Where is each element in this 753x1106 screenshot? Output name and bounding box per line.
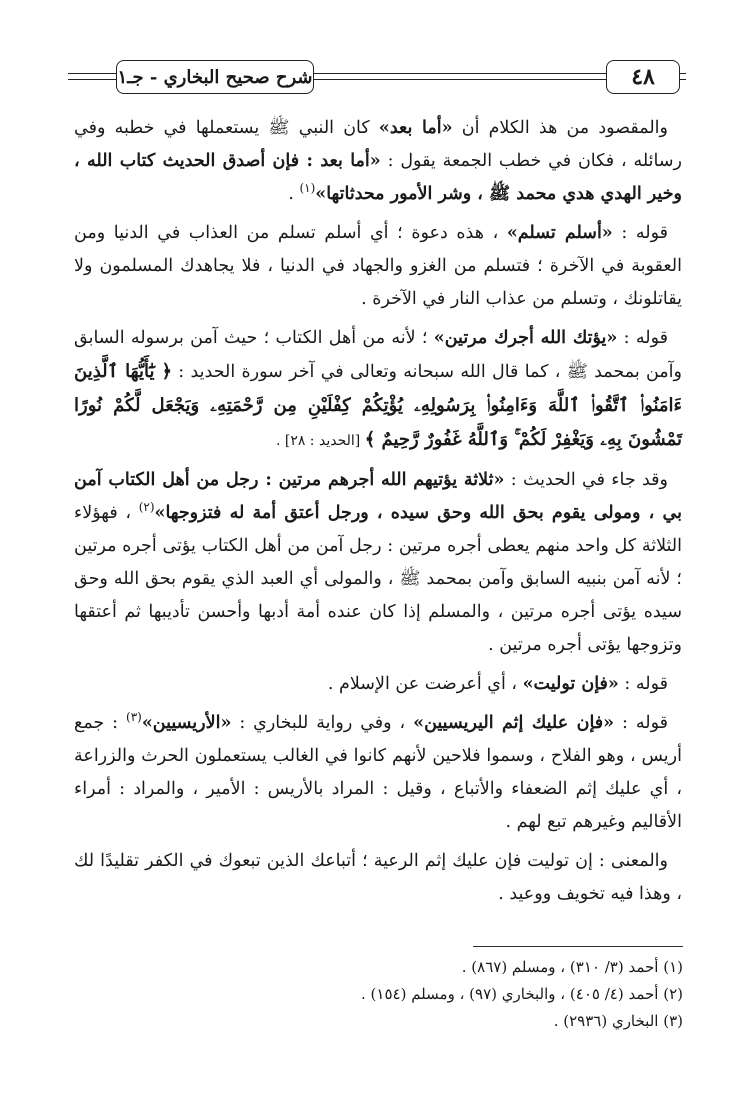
verse-reference: [الحديد : ٢٨] . — [275, 433, 365, 449]
text-segment: ؛ لأنه من أهل الكتاب ؛ حيث آمن برسوله السابق وآمن بمحمد ﷺ ، كما قال الله سبحانه وتعالى في آخر سورة الحديد : — [74, 328, 682, 382]
footnote-marker: (١) — [299, 181, 316, 196]
text-segment: والمقصود من هذ الكلام أن — [452, 118, 668, 138]
hadith-quote: «يؤتك الله أجرك مرتين» — [433, 328, 618, 348]
footnotes — [83, 954, 683, 1035]
text-segment: قوله : — [612, 223, 668, 243]
text-segment: ، فهؤلاء الثلاثة كل واحد منهم يعطى أجره مرتين : رجل آمن من أهل الكتاب يؤتى أجره مرتين ؛ لأنه آمن بنبيه السابق وآمن بمحمد ﷺ ، والمولى أي العبد الذي يقوم بحق الله وحق سيده يؤتى أجره مرتين ، والمسلم إذا كان عنده أمة أدبها وأحسن تأديبها ثم أعتقها وتزوجها يؤتى أجره مرتين . — [74, 503, 682, 655]
text-segment: كان النبي ﷺ يستعملها في خطبه وفي رسائله ، فكان في خطب الجمعة يقول : — [74, 118, 682, 171]
text-segment: ، وفي رواية للبخاري : — [231, 713, 414, 733]
page-header — [68, 60, 686, 94]
page-number: ٤٨ — [606, 60, 680, 94]
footnote-1: (١) أحمد (٣/ ٣١٠) ، ومسلم (٨٦٧) . — [461, 958, 683, 976]
text-segment: والمعنى : إن توليت فإن عليك إثم الرعية ؛ أتباعك الذين تبعوك في الكفر تقليدًا لك ، وهذا فيه تخويف ووعيد . — [74, 851, 682, 904]
hadith-quote: «أسلم تسلم» — [506, 223, 613, 243]
text-segment: قوله : — [618, 674, 668, 694]
hadith-quote: «ثلاثة يؤتيهم الله أجرهم مرتين : رجل من أهل الكتاب آمن بي ، ومولى يقوم بحق الله وحق سيده ، ورجل أعتق أمة له فتزوجها» — [74, 470, 682, 523]
quran-verse: ﴿ يَٰٓأَيُّهَا ٱلَّذِينَ ءَامَنُوا۟ ٱتَّقُوا۟ ٱللَّهَ وَءَامِنُوا۟ بِرَسُولِهِۦ يُؤْتِكُمْ كِفْلَيْنِ مِن رَّحْمَتِهِۦ وَيَجْعَل لَّكُمْ نُورًا تَمْشُونَ بِهِۦ وَيَغْفِرْ لَكُمْ ۚ وَٱللَّهُ غَفُورٌ رَّحِيمٌ ﴾ — [74, 361, 682, 450]
text-segment: ، هذه دعوة ؛ أي أسلم تسلم من العذاب في الدنيا ومن العقوبة في الآخرة ؛ فتسلم من الغزو والجهاد في الدنيا ، فلا يجاهدك المسلمون ولا يقاتلونك ، وتسلم من عذاب النار في الآخرة . — [74, 223, 682, 309]
text-segment: : جمع أريس ، وهو الفلاح ، وسموا فلاحين لأنهم كانوا في الغالب يستعملون الحرث والزراعة ، أي عليك إثم الضعفاء والأتباع ، وقيل : المراد بالأريس : الأمير ، والمراد : أمراء الأقاليم وغيرهم تبع لهم . — [74, 713, 682, 832]
paragraph-p2 — [74, 217, 682, 316]
text-segment: وقد جاء في الحديث : — [504, 470, 668, 490]
paragraph-p4 — [74, 464, 682, 662]
paragraph-p7 — [74, 845, 682, 911]
footnote-3: (٣) البخاري (٢٩٣٦) . — [553, 1012, 683, 1030]
paragraph-p1 — [74, 112, 682, 211]
paragraph-p3 — [74, 322, 682, 458]
footnote-separator — [473, 946, 683, 947]
text-segment: . — [288, 184, 300, 204]
footnote-marker: (٣) — [126, 710, 142, 725]
footnote-marker: (٢) — [138, 500, 155, 515]
footnote-2: (٢) أحمد (٤/ ٤٠٥) ، والبخاري (٩٧) ، ومسلم (١٥٤) . — [361, 985, 683, 1003]
hadith-quote: «فإن عليك إثم اليريسيين» — [413, 713, 615, 733]
running-title: شرح صحيح البخاري - جـ١ — [116, 60, 314, 94]
hadith-quote: «فإن توليت» — [522, 674, 619, 694]
hadith-quote: «أما بعد : فإن أصدق الحديث كتاب الله ، وخير الهدي هدي محمد ﷺ ، وشر الأمور محدثاتها» — [74, 151, 682, 204]
hadith-quote: «الأريسيين» — [141, 713, 232, 733]
text-segment: ، أي أعرضت عن الإسلام . — [327, 674, 523, 694]
text-segment: قوله : — [617, 328, 668, 348]
paragraph-p5 — [74, 668, 682, 701]
hadith-quote: «أما بعد» — [378, 118, 453, 138]
text-segment: قوله : — [614, 713, 668, 733]
paragraph-p6 — [74, 707, 682, 839]
main-text — [74, 112, 682, 917]
